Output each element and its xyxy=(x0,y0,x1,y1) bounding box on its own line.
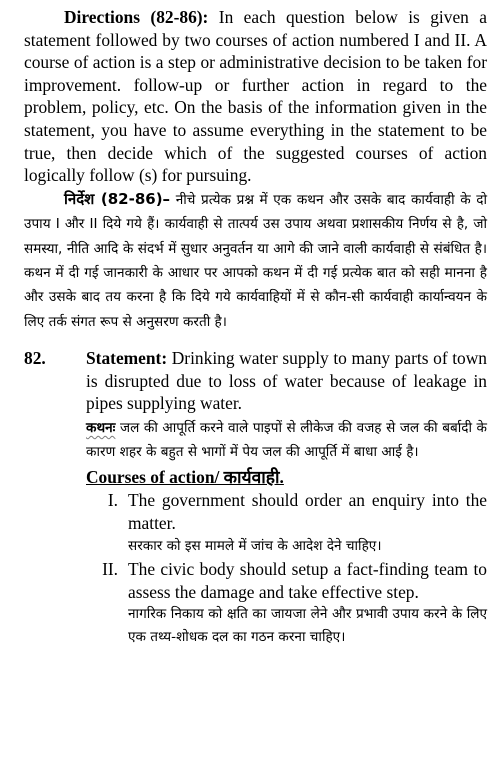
option-hindi: नागरिक निकाय को क्षति का जायजा लेने और प्रभावी उपाय करने के लिए एक तथ्य-शोधक दल का गठन करना चाहिए। xyxy=(128,606,487,645)
statement-english xyxy=(86,347,487,415)
option-1 xyxy=(86,489,487,557)
directions-english xyxy=(24,6,487,187)
courses-of-action-heading: Courses of action/ कार्यवाही. xyxy=(86,466,284,487)
statement-label: Statement: xyxy=(86,348,168,369)
option-hindi: सरकार को इस मामले में जांच के आदेश देने चाहिए। xyxy=(128,537,382,554)
directions-hindi xyxy=(24,187,487,333)
option-body xyxy=(128,558,487,648)
option-english: The government should order an enquiry into the matter. xyxy=(128,490,487,533)
directions-heading: Directions (82-86): xyxy=(64,7,209,27)
statement-hi-text: जल की आपूर्ति करने वाले पाइपों से लीकेज की वजह से जल की बर्बादी के कारण शहर के बहुत से भागों में पेय जल की आपूर्ति में बाधा आई है। xyxy=(86,419,487,461)
question-body xyxy=(86,347,487,648)
question-number: 82. xyxy=(24,348,46,369)
statement-hindi xyxy=(86,415,487,464)
statement-text: Drinking water supply to many parts of town is disrupted due to loss of water because of leakage in pipes supplying water. xyxy=(86,348,487,414)
option-number: I. xyxy=(107,490,118,511)
question-82 xyxy=(24,347,487,648)
option-2 xyxy=(86,558,487,648)
nirdesh-text: नीचे प्रत्येक प्रश्न में एक कथन और उसके बाद कार्यवाही के दो उपाय I और II दिये गये हैं। कार्यवाही से तात्पर्य उस उपाय अथवा प्रशासकीय निर्णय से है, जो समस्या, नीति आदि के संदर्भ में सुधार अनुवर्तन या आगे की जाने वाली कार्यवाही से संबंधित है। कथन में दी गई जानकारी के आधार पर आपको कथन में दी गई प्रत्येक बात को सही मानना है और उसके बाद तय करना है कि दिये गये कार्यवाहियों में से कौन-सी कार्यवाही कार्यान्वयन के लिए तर्क संगत रूप से अनुसरण करती है। xyxy=(24,191,487,330)
nirdesh-heading: निर्देश (82-86)– xyxy=(64,189,171,208)
option-english: The civic body should setup a fact-finding team to assess the damage and take effective step. xyxy=(128,558,487,602)
directions-text: In each question below is given a statement followed by two courses of action numbered I and II. A course of action is a step or administrative decision to be taken for improvement. follow-up or further action in regard to the problem, policy, etc. On the basis of the information given in the statement, you have to assume everything in the statement to be true, then decide which of the suggested courses of action logically follow (s) for pursuing. xyxy=(24,7,487,186)
option-body xyxy=(128,489,487,557)
option-number: II. xyxy=(102,558,118,579)
statement-hi-label: कथनः xyxy=(86,419,116,436)
